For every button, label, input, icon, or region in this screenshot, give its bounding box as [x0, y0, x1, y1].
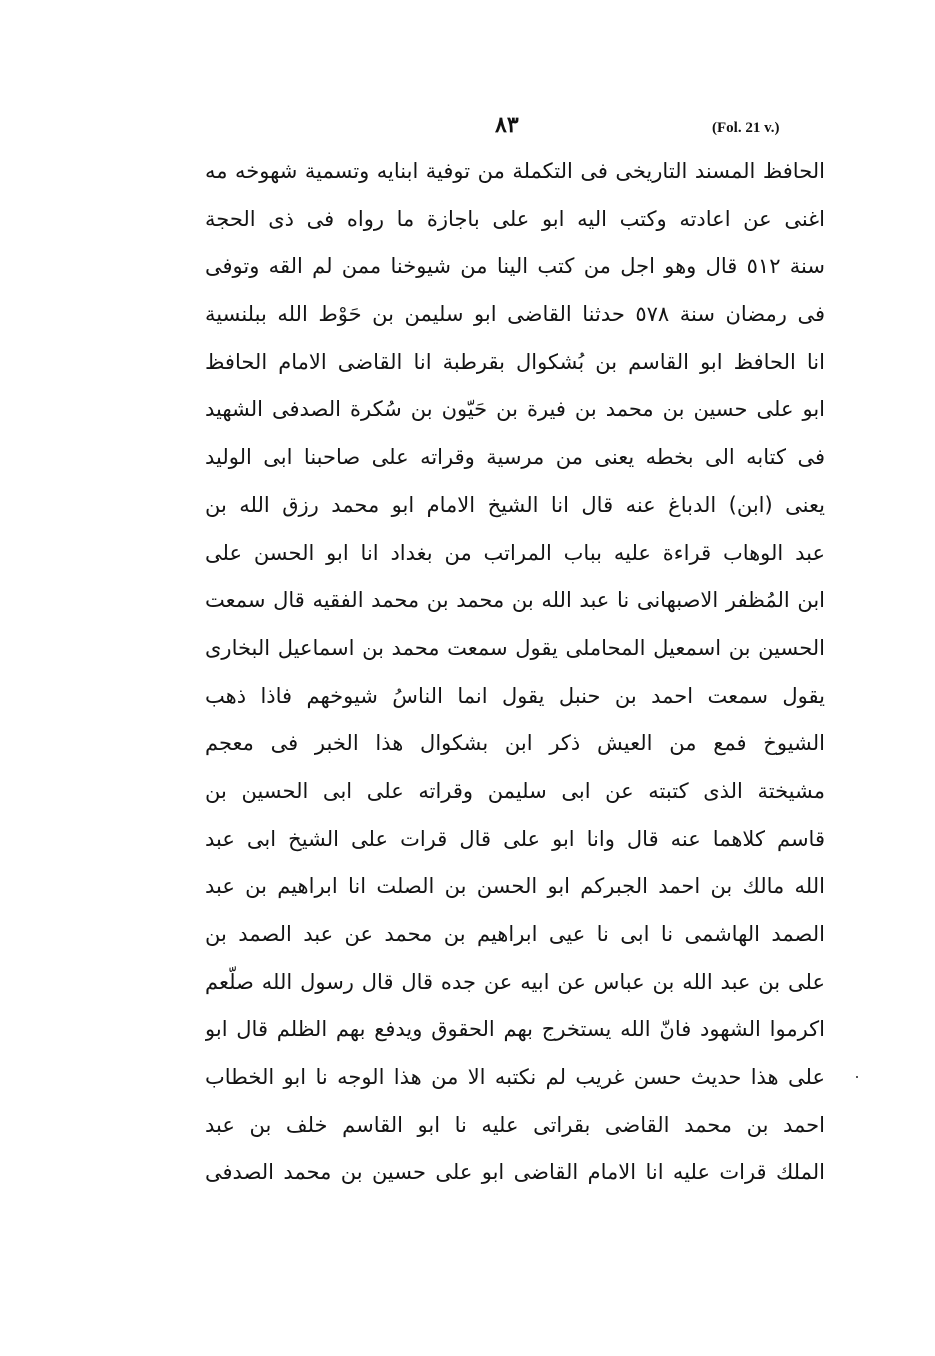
text-line: الحسين بن اسمعيل المحاملى يقول سمعت محمد بن اسماعيل البخارى: [205, 635, 825, 660]
text-line: مشيختة الذى كتبته عن ابى سليمن وقراته على ابى الحسين بن: [205, 778, 825, 803]
text-line: فى رمضان سنة ٥٧٨ حدثنا القاضى ابو سليمن بن حَوْط الله ببلنسية: [205, 302, 825, 327]
text-line: انا الحافظ ابو القاسم بن بُشكوال بقرطبة انا القاضى الامام الحافظ: [205, 349, 825, 374]
page-number: ٨٣: [495, 112, 519, 138]
paper-speck: [856, 1076, 858, 1078]
text-line: يقول سمعت احمد بن حنبل يقول انما الناسُ شيوخهم فاذا ذهب: [205, 683, 825, 708]
arabic-text-block: [205, 148, 825, 1197]
text-line: سنة ٥١٢ قال وهو اجل من كتب الينا من شيوخنا ممن لم القه وتوفى: [205, 254, 825, 279]
text-line: ابن المُظفر الاصبهانى نا عبد الله بن محمد بن محمد الفقيه قال سمعت: [205, 588, 825, 613]
text-line: عبد الوهاب قراءة عليه بباب المراتب من بغداد انا ابو الحسن على: [205, 540, 825, 565]
text-line: احمد بن محمد القاضى بقراتى عليه نا ابو القاسم خلف بن عبد: [205, 1112, 825, 1137]
text-line: فى كتابه الى بخطه يعنى من مرسية وقراته على صاحبنا ابى الوليد: [205, 445, 825, 470]
text-line: الصمد الهاشمى نا ابى نا عيى ابراهيم بن محمد عن عبد الصمد بن: [205, 922, 825, 946]
text-line: يعنى (ابن) الدباغ عنه قال انا الشيخ الامام ابو محمد رزق الله بن: [205, 492, 825, 517]
text-line: الشيوخ فمع من العيش ذكر ابن بشكوال هذا الخبر فى معجم: [205, 731, 825, 756]
text-line: اكرموا الشهود فانّ الله يستخرج بهم الحقوق ويدفع بهم الظلم قال ابو: [205, 1017, 825, 1042]
text-line: على بن عبد الله بن عباس عن ابيه عن جده قال قال رسول الله صلّعم: [205, 969, 825, 994]
text-line: اغنى عن اعادته وكتب اليه ابو على باجازة ما رواه فى ذى الحجة: [205, 206, 825, 231]
text-line: الملك قرات عليه انا الامام القاضى ابو على حسين بن محمد الصدفى: [205, 1160, 825, 1185]
folio-reference: (Fol. 21 v.): [712, 120, 780, 136]
text-line: الله مالك بن احمد الجبركم ابو الحسن بن الصلت انا ابراهيم بن عبد: [205, 874, 825, 899]
text-line: ابو على حسين بن محمد بن فيرة بن حَيّون بن سُكرة الصدفى الشهيد: [205, 397, 825, 422]
text-line: الحافظ المسند التاريخى فى التكملة من توفية ابنايه وتسمية شهوخه مه: [205, 159, 825, 183]
text-line: على هذا حديث حسن غريب لم نكتبه الا من هذا الوجه نا ابو الخطاب: [205, 1065, 825, 1090]
text-line: قاسم كلاهما عنه قال وانا ابو على قال قرات على الشيخ ابى عبد: [205, 826, 825, 851]
